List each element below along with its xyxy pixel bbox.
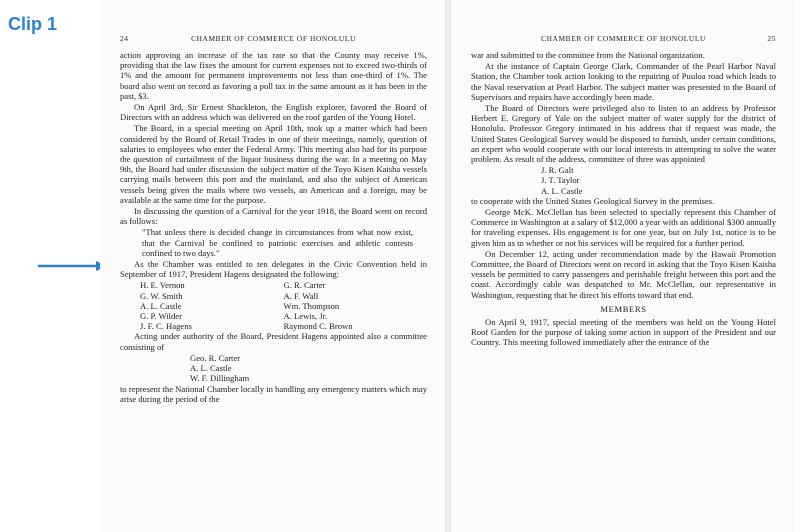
committee-name: A. L. Castle	[190, 363, 232, 374]
paragraph: In discussing the question of a Carnival for the year 1918, the Board went on record as follows:	[120, 206, 427, 227]
book-spread	[100, 0, 794, 532]
paragraph: George McK. McClellan has been selected to specially represent this Chamber of Commerce in Washington at a salary of $12,000 a year with an additional $300 annually for traveling expenses. His engagement is for one year, but on July 1st, notice is to be given him as to whether or not his services will be required for a further period.	[471, 207, 776, 248]
committee-name: W. F. Dillingham	[190, 373, 250, 384]
page-number: 24	[120, 34, 129, 43]
arrow-right-icon	[38, 261, 108, 271]
paragraph: to represent the National Chamber locally in handling any emergency matters which may arise during the period of the	[120, 383, 427, 404]
paragraph: As the Chamber was entitled to ten delegates in the Civic Convention held in September of 1917, President Hagens designated the following:	[120, 259, 427, 280]
paragraph: The Board, in a special meeting on April 10th, took up a matter which had been considered by the Board of Retail Trades in one of their meetings, namely, question of salaries to employees who enter the Federal Army. This meeting also had for its purpose the question of curtailment of the liquor business during the war. In a meeting on May 9th, the Board had under discussion the subject matter of the Toyo Kisen Kaisha vessels carrying mails between this port and the mainland, and also the subject of American vessels being given the mails where two vessels, an American and a foreign, may be available at the same time for the purpose.	[120, 123, 427, 205]
running-head	[120, 34, 427, 44]
paragraph: war and submitted to the committee from the National organization.	[471, 50, 705, 60]
delegate-name: A. L. Castle	[140, 300, 182, 311]
page-number: 25	[767, 34, 776, 43]
running-head-title: CHAMBER OF COMMERCE OF HONOLULU	[541, 34, 706, 43]
running-head-title: CHAMBER OF COMMERCE OF HONOLULU	[191, 34, 356, 43]
block-quote: "That unless there is decided change in circumstances from what now exist, that the Carnival be confined to patriotic exercises and athletic contests confined to two days."	[142, 227, 413, 258]
delegate-name: G. W. Smith	[140, 290, 183, 301]
delegate-name: Raymond C. Brown	[283, 321, 353, 332]
paragraph: At the instance of Captain George Clark, Commander of the Pearl Harbor Naval Station, the Chamber took action looking to the repairing of Puuloa road which leads to the Naval reservation at Pearl Harbor. The subject matter was presented to the Board of Supervisors and repairs have accordingly been made.	[471, 61, 776, 102]
delegate-name: Wm. Thompson	[283, 300, 340, 311]
committee-name: A. L. Castle	[541, 185, 583, 196]
delegate-list	[120, 280, 427, 331]
paragraph: The Board of Directors were privileged also to listen to an address by Professor Herbert E. Gregory of Yale on the subject matter of water supply for the district of Honolulu. Professor Gregory intimated in his address that if request was made, the United States Geological Survey would be disposed to furnish, under certain conditions, an expert who would cooperate with our local interests in attempting to solve the water problem. As result of the address, committee of three was appointed	[471, 103, 776, 165]
left-page	[100, 0, 445, 532]
paragraph: Acting under authority of the Board, President Hagens appointed also a committee consisting of	[120, 331, 427, 352]
paragraph: On April 9, 1917, special meeting of the members was held on the Young Hotel Roof Garden for the purpose of taking some action in support of the President and our Country. This meeting followed immediately after the entrance of the	[471, 317, 776, 348]
committee-name: Geo. R. Carter	[190, 352, 241, 363]
committee-name: J. T. Taylor	[541, 175, 580, 186]
delegate-name: G. P. Wilder	[140, 311, 182, 322]
page-body	[471, 50, 776, 349]
delegate-name: J. F. C. Hagens	[140, 321, 192, 332]
delegate-name: H. E. Vernon	[140, 280, 185, 291]
delegate-name: G. R. Carter	[283, 280, 326, 291]
running-head	[471, 34, 776, 44]
delegate-name: A. Lewis, Jr.	[283, 311, 328, 322]
page-body	[120, 50, 427, 405]
committee-name: J. R. Galt	[541, 165, 574, 176]
paragraph: On April 3rd, Sir Ernest Shackleton, the English explorer, favored the Board of Directors with an address which was delivered on the roof garden of the Young Hotel.	[120, 102, 427, 123]
delegate-name: A. F. Wall	[283, 290, 319, 301]
committee-list	[120, 353, 427, 384]
right-page	[451, 0, 794, 532]
section-heading: MEMBERS	[600, 303, 647, 314]
paragraph: On December 12, acting under recommendation made by the Hawaii Promotion Committee, the Board of Directors went on record in asking that the Toyo Kisen Kaisha vessels be permitted to carry passengers and perishable freight between this port and the coast. Accordingly cable was despatched to Mr. McClellan, our representative in Washington, requesting that he direct his efforts toward that end.	[471, 248, 776, 300]
clip-label: Clip 1	[8, 14, 58, 34]
committee-list	[471, 165, 776, 196]
paragraph: action approving an increase of the tax rate so that the County may receive 1%, providing that the law fixes the amount for current expenses not to exceed two-thirds of 1% and the amount for permanent improvements not less than one-third of 1%. The board also went on record as favoring a poll tax in the same amount as it has been in the past, $3.	[120, 50, 427, 101]
paragraph: to cooperate with the United States Geological Survey in the premises.	[471, 195, 715, 206]
